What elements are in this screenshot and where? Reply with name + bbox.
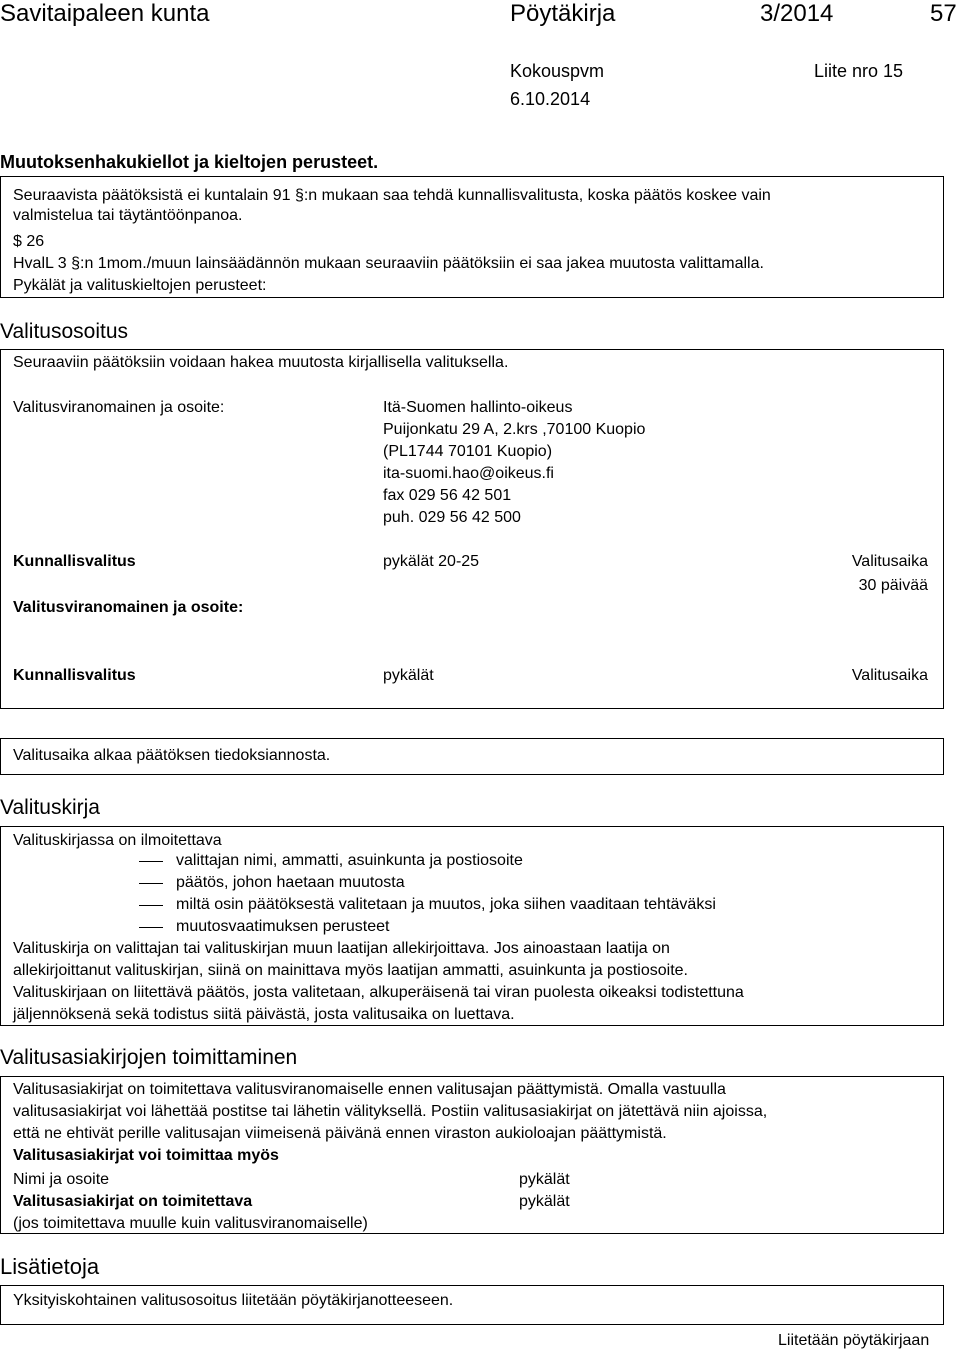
appeal-letter-text: Valituskirjaan on liitettävä päätös, josta valitetaan, alkuperäisenä tai viran puolesta oikeaksi todistettuna bbox=[13, 984, 744, 1001]
footer-text: Liitetään pöytäkirjaan bbox=[778, 1332, 930, 1349]
delivery-text: että ne ehtivät perille valitusajan viimeisenä päivänä ennen viraston aukioloajan päättymistä. bbox=[13, 1125, 667, 1142]
restrictions-line: HvalL 3 §:n 1mom./muun lainsäädännön mukaan seuraaviin päätöksiin ei saa jakea muutosta valittamalla. bbox=[13, 255, 764, 272]
document-type: Pöytäkirja bbox=[510, 0, 616, 27]
meeting-date: 6.10.2014 bbox=[510, 89, 591, 109]
appeal-title: Valitusosoitus bbox=[0, 320, 129, 343]
municipality-name: Savitaipaleen kunta bbox=[0, 0, 210, 27]
period-start-box bbox=[0, 738, 944, 775]
appeal-letter-text: allekirjoittanut valituskirjan, siinä on mainittava myös laatijan ammatti, asuinkunta ja postiosoite. bbox=[13, 962, 688, 979]
dash-bullet-icon bbox=[139, 883, 163, 884]
list-item: muutosvaatimuksen perusteet bbox=[176, 918, 390, 935]
appeal-period-label: Valitusaika bbox=[851, 553, 928, 570]
meeting-date-label: Kokouspvm bbox=[510, 61, 605, 81]
more-info-title: Lisätietoja bbox=[0, 1254, 100, 1279]
delivery-note: (jos toimitettava muulle kuin valitusviranomaiselle) bbox=[13, 1215, 368, 1232]
page-number: 57 bbox=[930, 0, 957, 27]
restrictions-line: valmistelua tai täytäntöönpanoa. bbox=[13, 207, 243, 224]
address-line: puh. 029 56 42 500 bbox=[383, 509, 521, 526]
appeal-letter-box bbox=[0, 826, 944, 1026]
can-deliver-label: Valitusasiakirjat voi toimittaa myös bbox=[13, 1147, 279, 1164]
document-number: 3/2014 bbox=[760, 0, 834, 27]
attachment-label: Liite nro 15 bbox=[814, 61, 904, 81]
restrictions-line: Pykälät ja valituskieltojen perusteet: bbox=[13, 277, 267, 294]
appeal-box bbox=[0, 349, 944, 709]
appeal-sections: pykälät 20-25 bbox=[383, 553, 480, 570]
delivery-text: Valitusasiakirjat on toimitettava valitusviranomaiselle ennen valitusajan päättymistä. Omalla vastuulla bbox=[13, 1081, 726, 1098]
dash-bullet-icon bbox=[139, 905, 163, 906]
name-address-label: Nimi ja osoite bbox=[13, 1171, 110, 1188]
must-deliver-label: Valitusasiakirjat on toimitettava bbox=[13, 1193, 253, 1210]
appeal-letter-text: jäljennöksenä sekä todistus siitä päivästä, josta valitusaika on luettava. bbox=[13, 1006, 515, 1023]
appeal-intro: Seuraaviin päätöksiin voidaan hakea muutosta kirjallisella valituksella. bbox=[13, 354, 509, 371]
appeal-period-label: Valitusaika bbox=[851, 667, 928, 684]
appeal-type: Kunnallisvalitus bbox=[13, 553, 136, 570]
appeal-type: Kunnallisvalitus bbox=[13, 667, 136, 684]
delivery-sections: pykälät bbox=[519, 1193, 570, 1210]
list-item: päätös, johon haetaan muutosta bbox=[176, 874, 405, 891]
address-line: Puijonkatu 29 A, 2.krs ,70100 Kuopio bbox=[383, 421, 646, 438]
address-line: fax 029 56 42 501 bbox=[383, 487, 512, 504]
dash-bullet-icon bbox=[139, 927, 163, 928]
address-line: ita-suomi.hao@oikeus.fi bbox=[383, 465, 554, 482]
appeal-period: 30 päivää bbox=[858, 577, 928, 594]
more-info-text: Yksityiskohtainen valitusosoitus liitetään pöytäkirjanotteeseen. bbox=[13, 1292, 454, 1309]
restrictions-box bbox=[0, 176, 944, 298]
dash-bullet-icon bbox=[139, 861, 163, 862]
delivery-text: valitusasiakirjat voi lähettää postitse tai lähetin välityksellä. Postiin valitusasiakirjat on jätettävä niin ajoissa, bbox=[13, 1103, 768, 1120]
list-item: miltä osin päätöksestä valitetaan ja muutos, joka siihen vaaditaan tehtäväksi bbox=[176, 896, 716, 913]
authority-label: Valitusviranomainen ja osoite: bbox=[13, 399, 225, 416]
restrictions-line: $ 26 bbox=[13, 233, 45, 250]
appeal-letter-title: Valituskirja bbox=[0, 796, 100, 819]
delivery-box bbox=[0, 1076, 944, 1234]
appeal-letter-intro: Valituskirjassa on ilmoitettava bbox=[13, 832, 222, 849]
appeal-sections: pykälät bbox=[383, 667, 434, 684]
restrictions-title: Muutoksenhakukiellot ja kieltojen perusteet. bbox=[0, 152, 379, 172]
delivery-sections: pykälät bbox=[519, 1171, 570, 1188]
more-info-box bbox=[0, 1285, 944, 1325]
delivery-title: Valitusasiakirjojen toimittaminen bbox=[0, 1046, 298, 1069]
list-item: valittajan nimi, ammatti, asuinkunta ja postiosoite bbox=[176, 852, 523, 869]
period-start-text: Valitusaika alkaa päätöksen tiedoksiannosta. bbox=[13, 747, 331, 764]
authority-label-bold: Valitusviranomainen ja osoite: bbox=[13, 599, 244, 616]
appeal-letter-text: Valituskirja on valittajan tai valituskirjan muun laatijan allekirjoittava. Jos ainoastaan laatija on bbox=[13, 940, 670, 957]
restrictions-line: Seuraavista päätöksistä ei kuntalain 91 §:n mukaan saa tehdä kunnallisvalitusta, koska päätös koskee vain bbox=[13, 187, 771, 204]
address-line: Itä-Suomen hallinto-oikeus bbox=[383, 399, 573, 416]
address-line: (PL1744 70101 Kuopio) bbox=[383, 443, 553, 460]
